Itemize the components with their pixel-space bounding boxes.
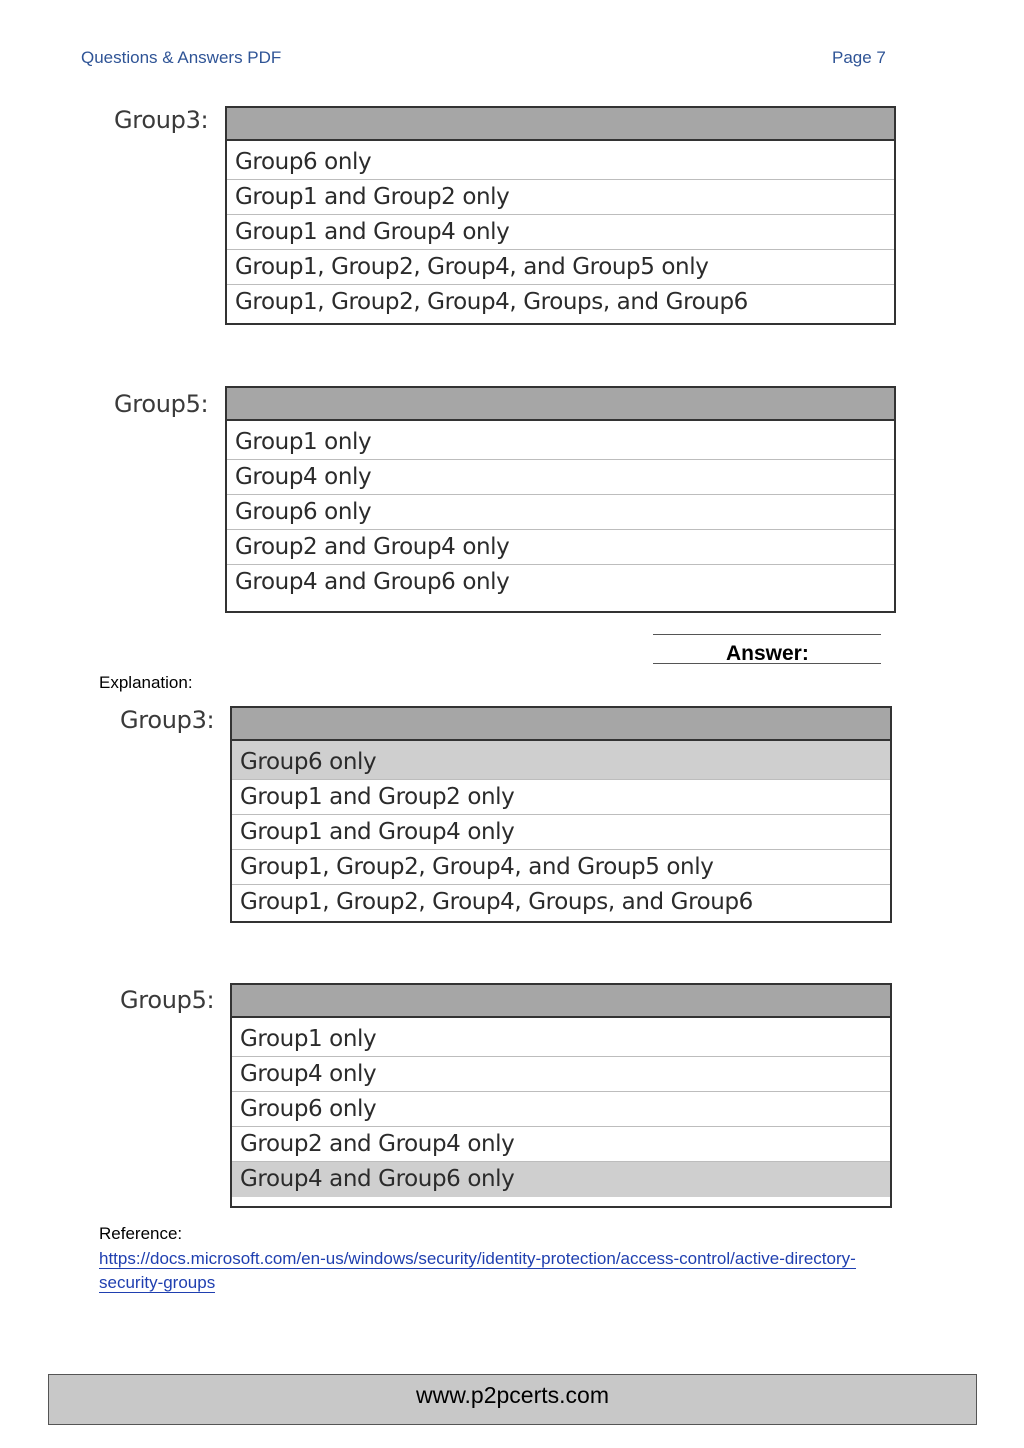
answer-rule-top [653,634,881,635]
reference-link[interactable] [99,1247,919,1295]
dropdown-option[interactable]: Group4 only [227,460,894,495]
dropdown-header[interactable] [227,108,894,141]
dropdown-option[interactable]: Group6 only [232,1092,890,1127]
dropdown-option[interactable]: Group2 and Group4 only [227,530,894,565]
a-group3-dropdown[interactable] [230,706,892,923]
dropdown-option-selected[interactable]: Group6 only [232,741,890,780]
dropdown-header[interactable] [227,388,894,421]
reference-label: Reference: [99,1224,183,1243]
dropdown-option-selected[interactable]: Group4 and Group6 only [232,1162,890,1197]
dropdown-option[interactable]: Group1 and Group4 only [227,215,894,250]
dropdown-option[interactable]: Group6 only [227,495,894,530]
dropdown-option[interactable]: Group1, Group2, Group4, Groups, and Group6 [240,889,753,915]
dropdown-option[interactable]: Group1, Group2, Group4, and Group5 only [227,250,894,285]
dropdown-option[interactable]: Group6 only [227,141,894,180]
dropdown-option[interactable]: Group1 only [227,421,894,460]
q-group3-label: Group3: [114,106,209,134]
dropdown-option[interactable]: Group2 and Group4 only [232,1127,890,1162]
dropdown-option[interactable]: Group1 and Group4 only [232,815,890,850]
explanation-label: Explanation: [99,673,193,692]
q-group5-label: Group5: [114,390,209,418]
document-title: Questions & Answers PDF [81,48,282,67]
dropdown-option[interactable]: Group1, Group2, Group4, and Group5 only [232,850,890,885]
dropdown-option[interactable]: Group1, Group2, Group4, Groups, and Group6 [235,289,748,315]
a-group5-label: Group5: [120,986,215,1014]
dropdown-option[interactable]: Group1 and Group2 only [232,780,890,815]
a-group3-label: Group3: [120,706,215,734]
dropdown-option[interactable]: Group4 only [232,1057,890,1092]
dropdown-header[interactable] [232,708,890,741]
a-group5-dropdown[interactable] [230,983,892,1208]
reference-url[interactable]: https://docs.microsoft.com/en-us/windows/security/identity-protection/access-control/active-directory-security-groups [99,1249,856,1292]
dropdown-header[interactable] [232,985,890,1018]
q-group5-dropdown[interactable] [225,386,896,613]
footer-site: www.p2pcerts.com [48,1374,977,1425]
q-group3-dropdown[interactable] [225,106,896,325]
dropdown-option[interactable]: Group4 and Group6 only [235,569,510,595]
answer-heading: Answer: [726,642,809,665]
dropdown-option[interactable]: Group1 and Group2 only [227,180,894,215]
answer-rule-bottom [653,663,881,664]
page-number: Page 7 [832,48,886,67]
dropdown-option[interactable]: Group1 only [232,1018,890,1057]
